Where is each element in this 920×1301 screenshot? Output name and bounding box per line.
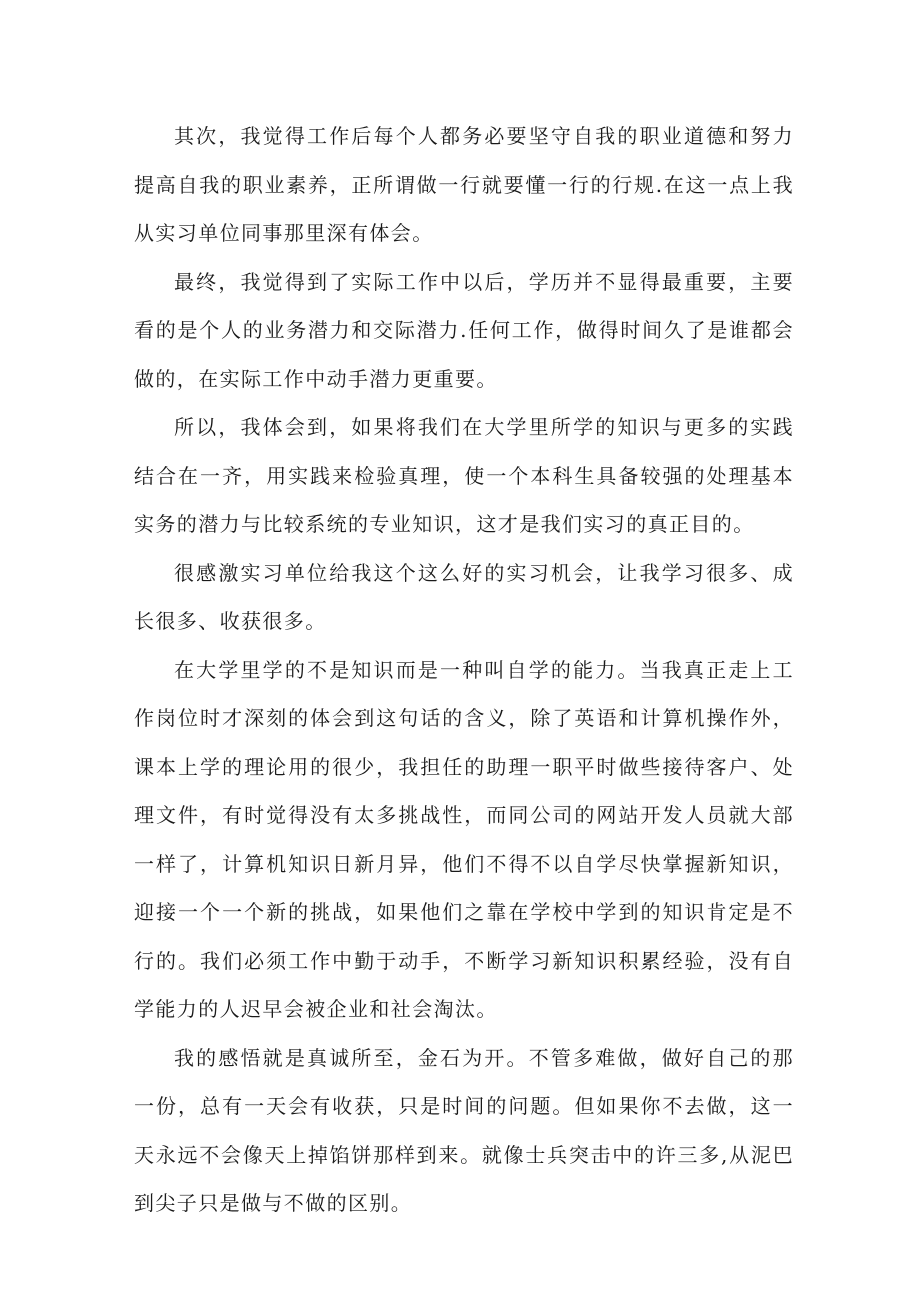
paragraph-6: 我的感悟就是真诚所至，金石为开。不管多难做，做好自己的那一份，总有一天会有收获，只是时间的问题。但如果你不去做，这一天永远不会像天上掉馅饼那样到来。就像士兵突击中的许三多,从泥巴到尖子只是做与不做的区别。 <box>134 1045 794 1215</box>
document-body <box>134 112 794 1228</box>
paragraph-1: 其次，我觉得工作后每个人都务必要坚守自我的职业道德和努力提高自我的职业素养，正所谓做一行就要懂一行的行规.在这一点上我从实习单位同事那里深有体会。 <box>134 124 794 245</box>
paragraph-4: 很感激实习单位给我这个这么好的实习机会，让我学习很多、成长很多、收获很多。 <box>134 560 794 633</box>
paragraph-2: 最终，我觉得到了实际工作中以后，学历并不显得最重要，主要看的是个人的业务潜力和交际潜力.任何工作，做得时间久了是谁都会做的，在实际工作中动手潜力更重要。 <box>134 269 794 391</box>
paragraph-5: 在大学里学的不是知识而是一种叫自学的能力。当我真正走上工作岗位时才深刻的体会到这句话的含义，除了英语和计算机操作外，课本上学的理论用的很少，我担任的助理一职平时做些接待客户、处理文件，有时觉得没有太多挑战性，而同公司的网站开发人员就大部一样了，计算机知识日新月异，他们不得不以自学尽快掌握新知识，迎接一个一个新的挑战，如果他们之靠在学校中学到的知识肯定是不行的。我们必须工作中勤于动手，不断学习新知识积累经验，没有自学能力的人迟早会被企业和社会淘汰。 <box>134 657 794 1021</box>
paragraph-3: 所以，我体会到，如果将我们在大学里所学的知识与更多的实践结合在一齐，用实践来检验真理，使一个本科生具备较强的处理基本实务的潜力与比较系统的专业知识，这才是我们实习的真正目的。 <box>134 415 794 536</box>
